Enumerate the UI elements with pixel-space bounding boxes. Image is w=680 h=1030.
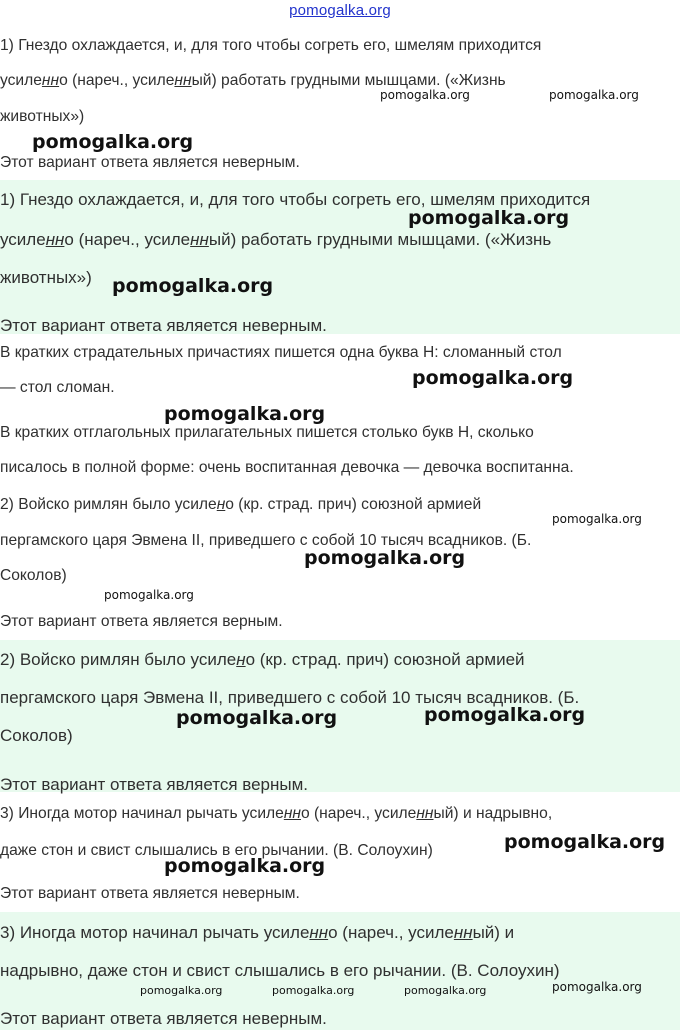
answer-2-hl-verdict: Этот вариант ответа является верным. — [0, 775, 309, 794]
site-link[interactable]: pomogalka.org — [289, 2, 391, 19]
watermark: pomogalka.org — [504, 831, 666, 853]
rule-line-3: В кратких отглагольных прилагательных пишется столько букв Н, сколько — [0, 424, 534, 441]
watermark: pomogalka.org — [164, 403, 326, 425]
watermark: pomogalka.org — [549, 88, 639, 102]
answer-3-hl-verdict: Этот вариант ответа является неверным. — [0, 1009, 327, 1028]
watermark: pomogalka.org — [552, 980, 642, 994]
rule-line-2: — стол сломан. — [0, 379, 115, 396]
rule-line-4: писалось в полной форме: очень воспитанная девочка — девочка воспитанна. — [0, 459, 574, 476]
answer-1-highlight — [0, 180, 680, 334]
answer-1-hl-line-1: 1) Гнездо охлаждается, и, для того чтобы согреть его, шмелям приходится — [0, 190, 591, 209]
answer-3-line-2: даже стон и свист слышались в его рычании. (В. Солоухин) — [0, 842, 433, 859]
answer-1-hl-line-2: усиленно (нареч., усиленный) работать грудными мышцами. («Жизнь — [0, 230, 552, 249]
answer-2-hl-line-1: 2) Войско римлян было усилено (кр. страд. прич) союзной армией — [0, 650, 525, 669]
answer-3-line-1: 3) Иногда мотор начинал рычать усиленно (нареч., усиленный) и надрывно, — [0, 805, 553, 822]
answer-2-line-1: 2) Войско римлян было усилено (кр. страд. прич) союзной армией — [0, 496, 482, 513]
answer-1-verdict: Этот вариант ответа является неверным. — [0, 154, 300, 171]
watermark: pomogalka.org — [32, 131, 194, 153]
answer-2-line-3: Соколов) — [0, 567, 67, 584]
answer-2-hl-line-3: Соколов) — [0, 726, 73, 745]
watermark: pomogalka.org — [164, 855, 326, 877]
watermark: pomogalka.org — [112, 275, 274, 297]
answer-3-hl-line-2: надрывно, даже стон и свист слышались в его рычании. (В. Солоухин) — [0, 961, 560, 980]
watermark: pomogalka.org — [404, 984, 487, 997]
watermark: pomogalka.org — [140, 984, 223, 997]
answer-2-hl-line-2: пергамского царя Эвмена II, приведшего с собой 10 тысяч всадников. (Б. — [0, 688, 580, 707]
answer-1-line-1: 1) Гнездо охлаждается, и, для того чтобы согреть его, шмелям приходится — [0, 37, 542, 54]
watermark: pomogalka.org — [176, 707, 338, 729]
answer-1-line-3: животных») — [0, 108, 85, 125]
answer-1-line-2: усиленно (нареч., усиленный) работать грудными мышцами. («Жизнь — [0, 72, 506, 89]
watermark: pomogalka.org — [380, 88, 470, 102]
answer-2-verdict: Этот вариант ответа является верным. — [0, 613, 283, 630]
watermark: pomogalka.org — [304, 547, 466, 569]
rule-line-1: В кратких страдательных причастиях пишется одна буква Н: сломанный стол — [0, 344, 562, 361]
watermark: pomogalka.org — [412, 367, 574, 389]
watermark: pomogalka.org — [104, 588, 194, 602]
watermark: pomogalka.org — [424, 704, 586, 726]
answer-1-hl-verdict: Этот вариант ответа является неверным. — [0, 316, 327, 335]
watermark: pomogalka.org — [408, 207, 570, 229]
answer-2-line-2: пергамского царя Эвмена II, приведшего с собой 10 тысяч всадников. (Б. — [0, 532, 532, 549]
watermark: pomogalka.org — [552, 512, 642, 526]
watermark: pomogalka.org — [272, 984, 355, 997]
answer-1-hl-line-3: животных») — [0, 268, 92, 287]
answer-3-hl-line-1: 3) Иногда мотор начинал рычать усиленно (нареч., усиленный) и — [0, 923, 515, 942]
answer-3-highlight — [0, 912, 680, 1030]
answer-3-verdict: Этот вариант ответа является неверным. — [0, 885, 300, 902]
